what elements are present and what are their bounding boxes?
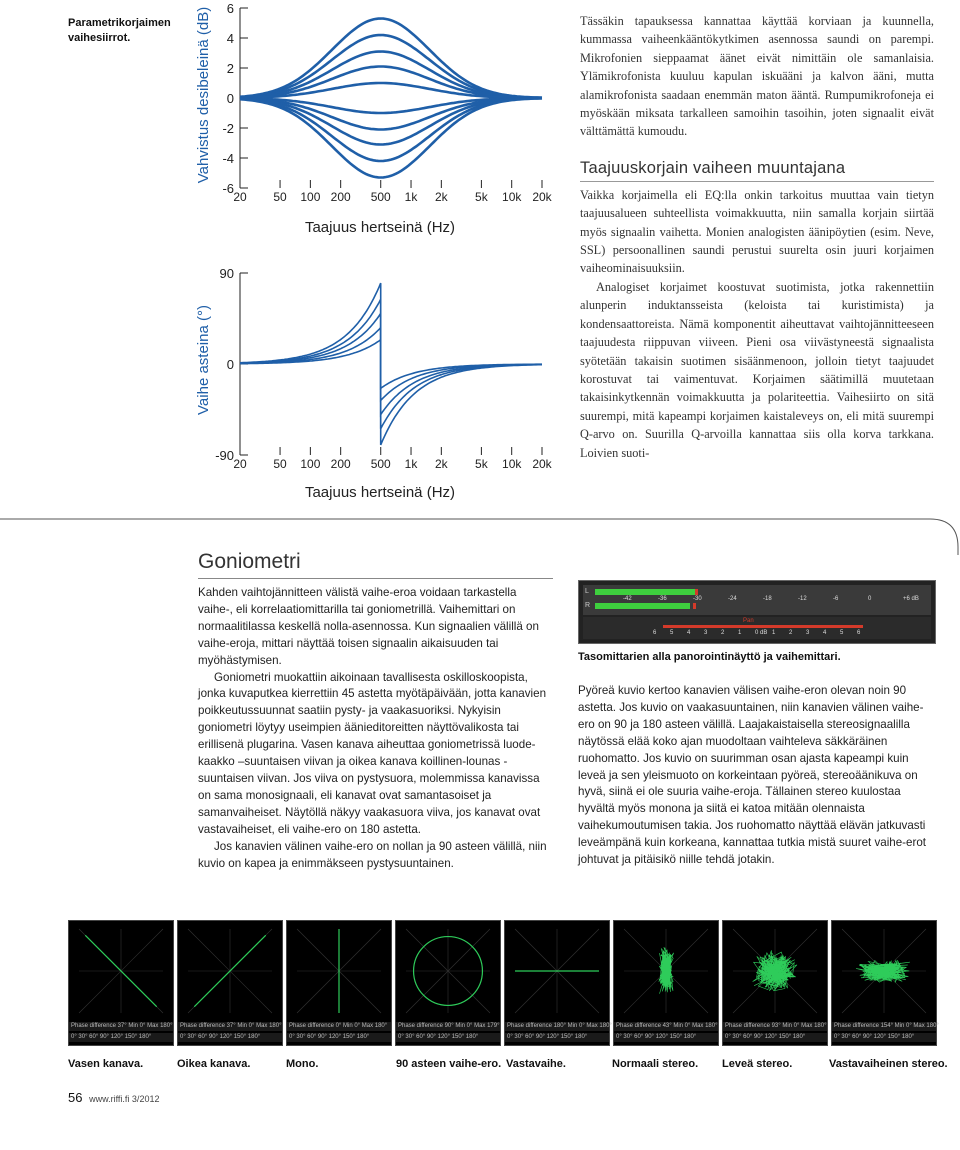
gain-curve	[240, 98, 542, 177]
phase-y-tick-label: 0	[226, 357, 234, 372]
meter-scale-top	[623, 596, 923, 603]
scope-caption: Normaali stereo.	[612, 1058, 699, 1070]
scope-phase-readout	[614, 1022, 718, 1031]
scope-min-value: Min 0°	[780, 1023, 800, 1029]
goniometer-display	[69, 921, 173, 1021]
gain-curves	[240, 19, 542, 178]
meter-scale-top-label: -24	[728, 596, 737, 602]
phase-x-tick-label: 200	[330, 457, 351, 471]
scope-phase-readout	[396, 1022, 500, 1031]
scope-phase-scale: 0° 30° 60° 90° 120° 150° 180°	[832, 1033, 936, 1042]
phase-x-tick-label: 50	[273, 457, 287, 471]
phase-chart	[190, 255, 560, 505]
gain-y-tick-label: -4	[222, 151, 234, 166]
scope-min-value: Min 0°	[341, 1023, 361, 1029]
goniometer-scope	[68, 920, 174, 1046]
phase-y-tick-label: -90	[215, 448, 234, 463]
goniometer-display	[832, 921, 936, 1021]
eq-heading: Taajuuskorjain vaiheen muuntajana	[580, 158, 934, 182]
goniometer-scope	[395, 920, 501, 1046]
scope-phase-readout	[505, 1022, 612, 1031]
eq-paragraph-1: Vaikka korjaimella eli EQ:lla onkin tarkoitus muuttaa vain tietyn taajuusalueen suhteellista voimakkuutta, niin samalla korjain siirtää myös signaalin vaihetta. Monien analogisten äänipöytien (esim. Neve, SSL) persoonallinen saundi perustui suurelta osin juuri korjaimen vaiheominaisuuksiin.	[580, 187, 934, 276]
scope-phase-value: 180°	[553, 1023, 567, 1029]
scope-max-value: Max 180°	[690, 1023, 718, 1029]
page-number: 56	[68, 1090, 83, 1105]
scope-max-value: Max 180°	[799, 1023, 827, 1029]
scope-phase-value: 37°	[226, 1023, 236, 1029]
footer	[68, 1090, 159, 1105]
scope-phase-value: 37°	[117, 1023, 127, 1029]
footer-site: www.riffi.fi 3/2012	[89, 1094, 160, 1104]
scope-trace	[659, 947, 674, 994]
scope-caption: 90 asteen vaihe-ero.	[396, 1058, 502, 1070]
meter-scale-bottom-label: 1	[738, 630, 742, 636]
meter-scale-bottom-label: 3	[704, 630, 708, 636]
goniometri-heading: Goniometri	[198, 550, 301, 573]
phase-x-tick-label: 10k	[502, 457, 522, 471]
gain-chart	[190, 0, 560, 240]
phase-ylabel: Vaihe asteina (°)	[195, 305, 212, 415]
goniometer-display	[723, 921, 827, 1021]
gain-x-tick-label: 2k	[434, 190, 448, 204]
goniometri-heading-rule	[198, 578, 553, 579]
goniometer-display	[614, 921, 718, 1021]
scope-phase-scale: 0° 30° 60° 90° 120° 150° 180°	[614, 1033, 718, 1042]
scope-caption: Oikea kanava.	[177, 1058, 251, 1070]
goniometer-display	[505, 921, 609, 1021]
eq-paragraph-2: Analogiset korjaimet koostuvat suotimista, jotka rakennettiin alunperin induktansseista (keloista tai kuristimista) ja kondensaattoreista. Nämä komponentit aiheuttavat vaihtojännitteeseen taajuudesta riippuvan viiveen. Pieni osa viivästyneestä signaalista syötetään takaisin suotimen sisäänmenoon, jolloin tietyt taajuudet korostuvat tai vaimentuvat. Korjaimen säätimillä muutetaan takaisinkytkennän voimakkuutta ja polariteettia. Vaihesiirto on sitä suurempi, mitä kapeampi korjaimen kaistaleveys on, eli mitä suurempi Q-arvo on. Suurilla Q-arvoilla kannattaa siis olla korva tarkkana. Loivien suoti-	[580, 279, 934, 460]
gain-curve	[240, 19, 542, 98]
section-divider	[0, 515, 960, 555]
phase-x-ticks	[233, 447, 552, 471]
goniometer-display	[287, 921, 391, 1021]
scope-min-value: Min 0°	[893, 1023, 912, 1029]
meter-scale-bottom-label: 6	[857, 630, 861, 636]
phase-x-tick-label: 20	[233, 457, 247, 471]
gain-x-tick-label: 20	[233, 190, 247, 204]
gain-x-tick-label: 100	[300, 190, 321, 204]
scope-min-value: Min 0°	[453, 1023, 473, 1029]
scope-caption: Vastavaiheinen stereo.	[829, 1058, 948, 1070]
scope-phase-scale: 0° 30° 60° 90° 120° 150° 180°	[287, 1033, 391, 1042]
phase-x-tick-label: 1k	[404, 457, 418, 471]
scope-min-value: Min 0°	[566, 1023, 585, 1029]
meter-scale-bottom-label: 1	[772, 630, 776, 636]
scope-min-value: Min 0°	[126, 1023, 146, 1029]
scope-min-value: Min 0°	[235, 1023, 255, 1029]
gain-x-tick-label: 200	[330, 190, 351, 204]
meter-scale-bottom-label: 3	[806, 630, 810, 636]
scope-phase-value: 93°	[771, 1023, 781, 1029]
scope-phase-label: Phase difference	[398, 1023, 445, 1029]
meter-scale-bottom-label: 5	[840, 630, 844, 636]
level-meter-screenshot	[578, 580, 936, 644]
scope-phase-readout	[69, 1022, 173, 1031]
meter-scale-top-label: -30	[693, 596, 702, 602]
gain-y-tick-label: -6	[222, 181, 234, 196]
meter-scale-bottom	[653, 630, 873, 637]
meter-scale-top-label: -18	[763, 596, 772, 602]
gonio-paragraph-1: Kahden vaihtojännitteen välistä vaihe-eroa voidaan tarkastella vaihe-, eli korrelaatiomittarilla tai goniometrillä. Vaihemittari on normaalitilassa keskellä nolla-asennossa. Kun signaalien välillä on vaihe-eroja, mittari näyttää toisen signaalin aikaisuuden tai myöhästymisen.	[198, 586, 539, 667]
scope-phase-label: Phase difference	[289, 1023, 336, 1029]
meter-scale-top-label: -36	[658, 596, 667, 602]
phase-y-ticks	[215, 266, 248, 463]
meter-caption: Tasomittarien alla panorointinäyttö ja vaihemittari.	[578, 651, 841, 663]
phase-curves	[240, 283, 542, 445]
meter-scale-top-label: +6 dB	[903, 596, 919, 602]
scope-max-value: Max 180°	[254, 1023, 282, 1029]
scope-phase-scale: 0° 30° 60° 90° 120° 150° 180°	[69, 1033, 173, 1042]
gain-x-tick-label: 10k	[502, 190, 522, 204]
gain-x-tick-label: 5k	[475, 190, 488, 204]
scope-phase-scale: 0° 30° 60° 90° 120° 150° 180°	[505, 1033, 609, 1042]
goniometer-scope	[504, 920, 610, 1046]
scope-caption: Leveä stereo.	[722, 1058, 793, 1070]
meter-scale-bottom-label: 2	[721, 630, 725, 636]
scope-phase-label: Phase difference	[507, 1023, 554, 1029]
gain-xlabel: Taajuus hertseinä (Hz)	[304, 219, 456, 236]
scope-max-value: Max 180°	[911, 1023, 939, 1029]
scope-min-value: Min 0°	[671, 1023, 691, 1029]
meter-R-bar	[595, 603, 690, 609]
phase-y-tick-label: 90	[219, 266, 234, 281]
meter-scale-bottom-label: 0 dB	[755, 630, 768, 636]
meter-pan-label: Pan	[743, 618, 754, 624]
scope-max-value: Max 180°	[145, 1023, 173, 1029]
goniometer-scope	[831, 920, 937, 1046]
gain-x-tick-label: 20k	[532, 190, 552, 204]
meter-scale-bottom-label: 4	[687, 630, 691, 636]
phase-x-tick-label: 500	[370, 457, 391, 471]
meter-scale-bottom-label: 2	[789, 630, 793, 636]
meter-R-peak	[693, 603, 696, 609]
meter-scale-bottom-label: 6	[653, 630, 657, 636]
scope-phase-value: 154°	[880, 1023, 894, 1029]
meter-scale-top-label: -6	[833, 596, 839, 602]
goniometri-right-column	[578, 683, 934, 869]
phase-x-tick-label: 100	[300, 457, 321, 471]
goniometer-display	[178, 921, 282, 1021]
gain-y-tick-label: -2	[222, 121, 234, 136]
meter-scale-top-label: -12	[798, 596, 807, 602]
top-text-column	[580, 12, 934, 462]
scope-caption: Mono.	[286, 1058, 319, 1070]
meter-pan-bar	[663, 625, 863, 628]
meter-scale-bottom-label: 5	[670, 630, 674, 636]
goniometer-scope	[177, 920, 283, 1046]
gain-x-tick-label: 1k	[404, 190, 418, 204]
goniometri-left-column	[198, 585, 553, 872]
meter-bars-area	[583, 585, 931, 615]
scope-phase-readout	[832, 1022, 939, 1031]
scope-phase-label: Phase difference	[71, 1023, 118, 1029]
gonio-paragraph-3: Jos kanavien välinen vaihe-ero on nollan ja 90 asteen välillä, niin kuvio on kapea ja enimmäkseen pystysuuntainen.	[198, 839, 547, 870]
meter-L-peak	[695, 589, 698, 595]
gain-x-tick-label: 500	[370, 190, 391, 204]
phase-xlabel: Taajuus hertseinä (Hz)	[304, 484, 456, 501]
scope-caption: Vastavaihe.	[506, 1058, 566, 1070]
phase-x-tick-label: 2k	[434, 457, 448, 471]
gain-y-tick-label: 0	[226, 91, 234, 106]
goniometer-scope	[722, 920, 828, 1046]
phase-curve	[240, 340, 542, 389]
scope-phase-label: Phase difference	[180, 1023, 227, 1029]
meter-scale-bottom-label: 4	[823, 630, 827, 636]
scope-max-value: Max 179°	[472, 1023, 500, 1029]
scope-phase-label: Phase difference	[725, 1023, 772, 1029]
goniometer-display	[396, 921, 500, 1021]
meter-R-label: R	[585, 602, 591, 609]
scope-phase-readout	[723, 1022, 827, 1031]
scope-phase-label: Phase difference	[834, 1023, 881, 1029]
gain-curve	[240, 52, 542, 98]
meter-L-label: L	[585, 588, 589, 595]
gain-y-tick-label: 2	[226, 61, 234, 76]
scope-phase-value: 90°	[444, 1023, 454, 1029]
scope-phase-value: 43°	[662, 1023, 672, 1029]
gonio-paragraph-2: Goniometri muokattiin aikoinaan tavallisesta oskilloskoopista, jonka kuvaputkea kierrettiin 45 astetta myötäpäivään, jotta kanavien poikkeutussuunnat saatiin pysty- ja vaakasuoriksi. Nykyisin goniometri löytyy useimpien äänieditoreitten näyttövalikosta tai erillisenä plugarina. Vasen kanava aiheuttaa goniometrissä luode-kaakko –suuntaisen viivan ja oikea kanava koillinen-lounas -suuntaisen viivan. Jos viiva on pystysuora, molemmissa kanavissa on sama monosignaali, eli kanavat ovat samantasoiset ja samanvaiheiset. Näytöllä näkyy vaakasuora viiva, jos kanavat ovat vastavaiheiset, eli vaihe-ero on 180 astetta.	[198, 670, 547, 836]
scope-max-value: Max 180°	[584, 1023, 612, 1029]
scope-phase-scale: 0° 30° 60° 90° 120° 150° 180°	[723, 1033, 827, 1042]
goniometer-scope	[613, 920, 719, 1046]
scope-phase-readout	[287, 1022, 391, 1031]
gonio-paragraph-4: Pyöreä kuvio kertoo kanavien välisen vaihe-eron olevan noin 90 astetta. Jos kuvio on vaakasuuntainen, niin kanavien välinen vaihe-ero on 90 ja 180 asteen välillä. Laajakaistaisella stereosignaalilla näytössä elää koko ajan muodoltaan vaihteleva säkkäräinen ruohomatto. Jos kuvio on suurimman osan ajasta kapeampi kuin leveä ja sen yleismuoto on korkeintaan pyöreä, stereoäänikuva on hyvä, siinä ei ole suuria vaihe-eroja. Tällainen stereo kuulostaa hyvältä myös monona ja siitä ei katoa mitään olennaista vaihekumoutumisen takia. Jos ruohomatto näyttää elävän jatkuvasti leveämpänä kuin korkeana, kannattaa tutkia mistä suuret vaihe-erot johtuvat ja pitäisikö niille tehdä jotakin.	[578, 684, 927, 867]
scope-phase-label: Phase difference	[616, 1023, 663, 1029]
gain-x-tick-label: 50	[273, 190, 287, 204]
goniometer-scope	[286, 920, 392, 1046]
meter-pan-area	[583, 617, 931, 639]
gain-curve	[240, 98, 542, 144]
gain-x-ticks	[233, 180, 552, 204]
gain-ylabel: Vahvistus desibeleinä (dB)	[195, 6, 212, 184]
phase-x-tick-label: 20k	[532, 457, 552, 471]
scope-max-value: Max 180°	[360, 1023, 388, 1029]
side-caption: Parametrikorjaimen vaihesiirrot.	[68, 17, 171, 44]
meter-L-bar	[595, 589, 695, 595]
scope-phase-readout	[178, 1022, 282, 1031]
gain-y-tick-label: 6	[226, 1, 234, 16]
phase-x-tick-label: 5k	[475, 457, 488, 471]
scope-phase-value: 0°	[335, 1023, 342, 1029]
gain-y-tick-label: 4	[226, 31, 234, 46]
meter-scale-top-label: 0	[868, 596, 872, 602]
meter-scale-top-label: -42	[623, 596, 632, 602]
scope-caption: Vasen kanava.	[68, 1058, 144, 1070]
scope-phase-scale: 0° 30° 60° 90° 120° 150° 180°	[178, 1033, 282, 1042]
scope-phase-scale: 0° 30° 60° 90° 120° 150° 180°	[396, 1033, 500, 1042]
intro-paragraph: Tässäkin tapauksessa kannattaa käyttää korviaan ja kuunnella, kummassa vaiheenkääntökytkimen asennossa saundi on parempi. Mikrofonien sieppaamat äänet eivät nimittäin ole samanlaisia. Ylämikrofonista kuuluu kapulan iskuääni ja kalvon ääni, mutta alamikrofonista saadaan enemmän maton ääntä. Rumpumikrofoneja ei myöskään miksata tarkalleen samoihin tasoihin, joten signaalit eivät välttämättä kumoudu.	[580, 14, 934, 139]
